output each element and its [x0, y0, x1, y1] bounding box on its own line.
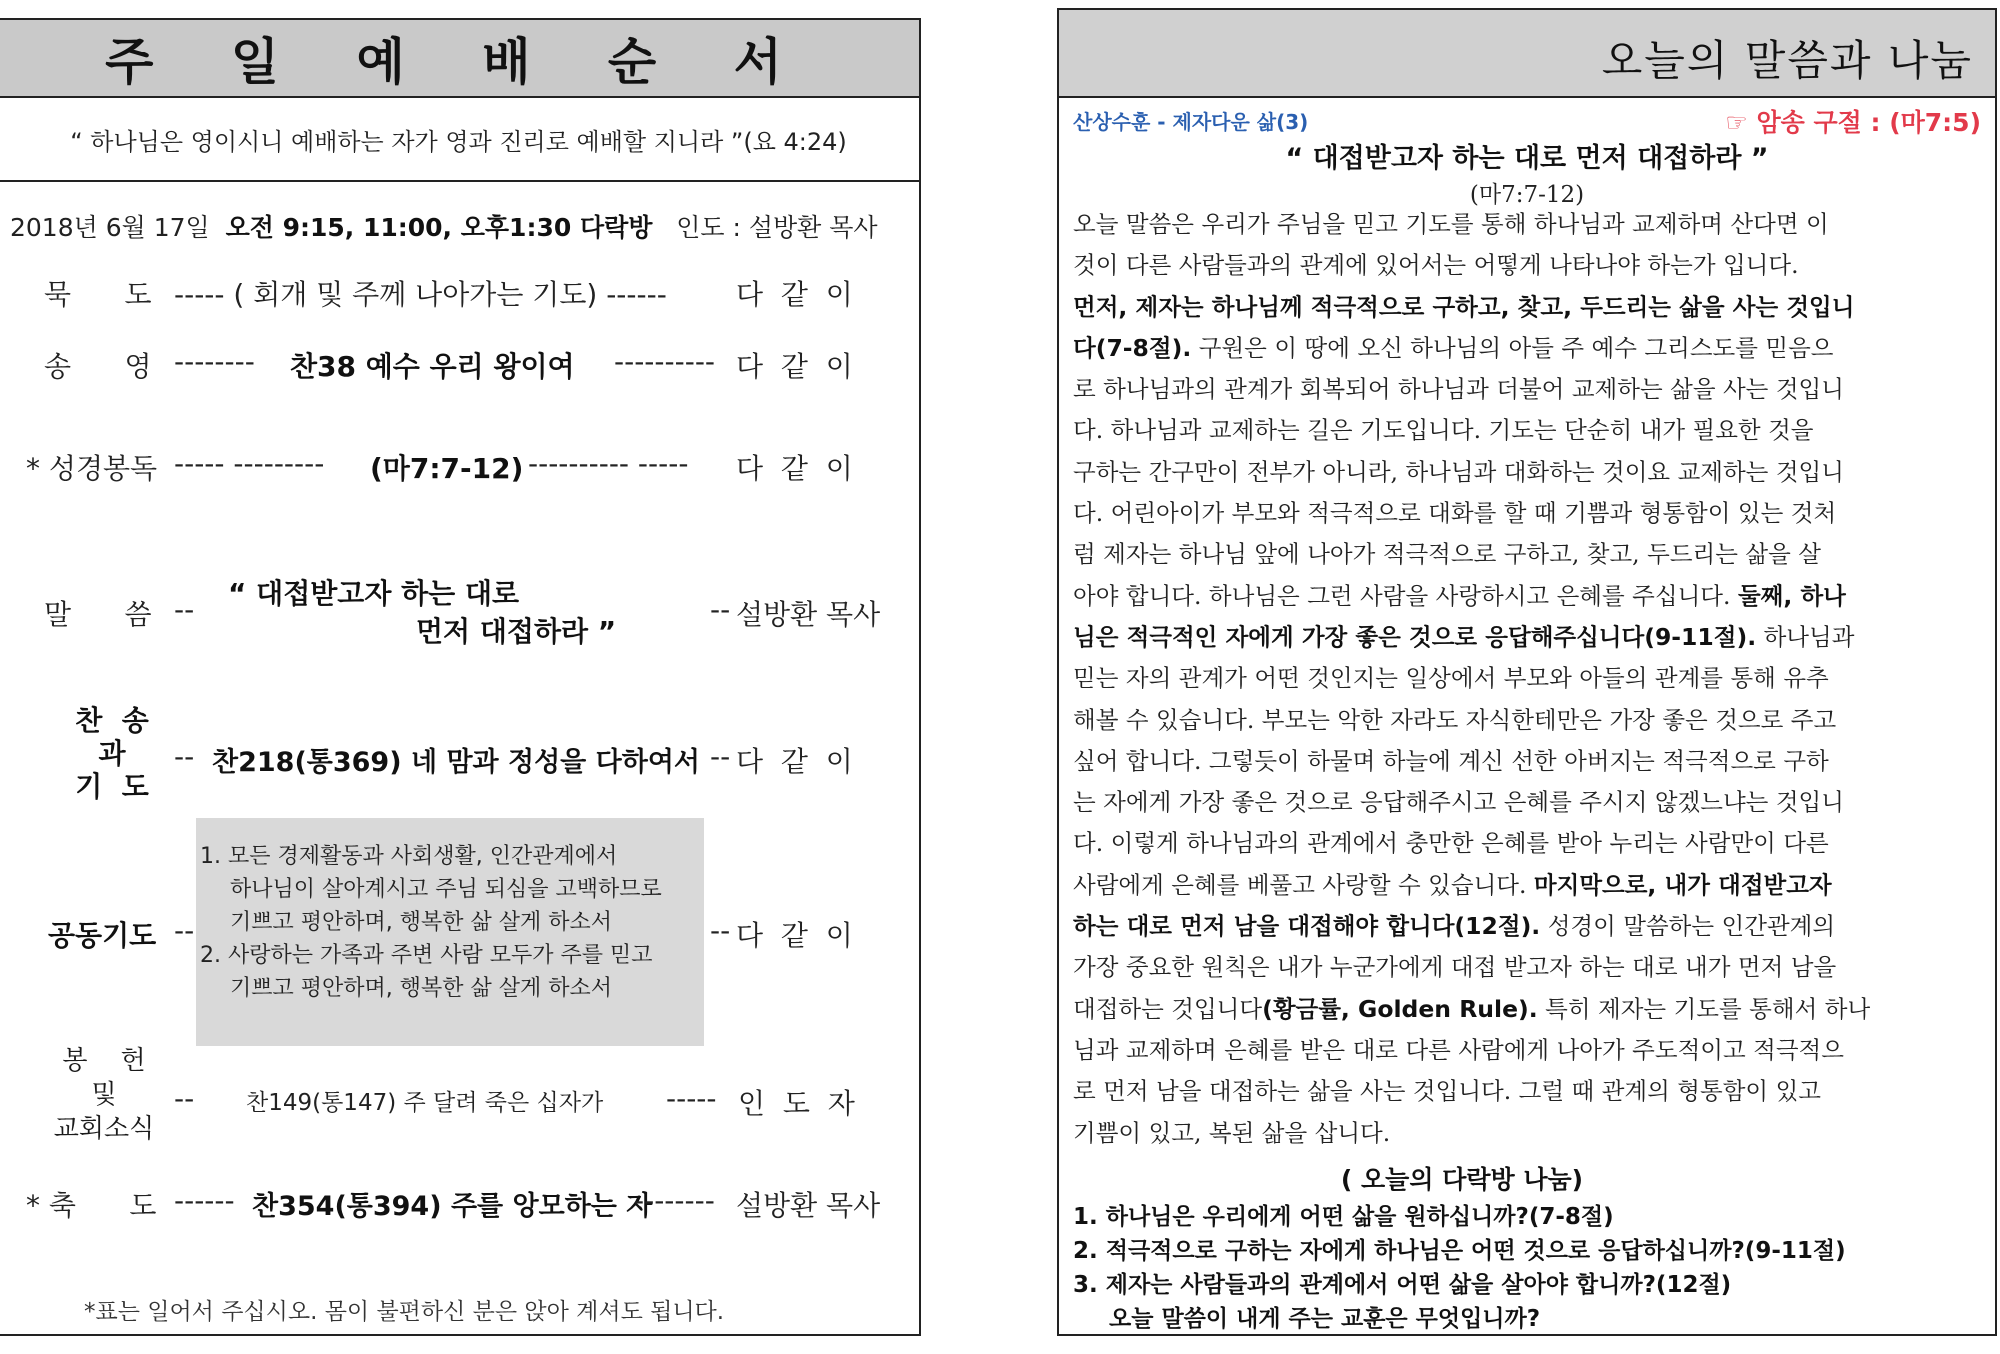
- item-dashes: --------: [634, 1184, 715, 1217]
- item-content: (마7:7-12): [370, 452, 524, 485]
- label-line: 봉 헌: [62, 1046, 146, 1076]
- sermon-body-line: [1073, 700, 1983, 741]
- item-dashes: --: [710, 914, 731, 947]
- sermon-body-line: [1073, 452, 1983, 493]
- worship-order-title: 주 일 예 배 순 서: [0, 20, 919, 98]
- order-item-offering-label: [44, 1044, 164, 1146]
- sermon-body-line: [1073, 1071, 1983, 1112]
- sermon-body-line: [1073, 204, 1983, 245]
- body-text: 다. 이렇게 하나님과의 관계에서 충만한 은혜를 받아 누리는 사람만이 다른: [1073, 829, 1829, 858]
- item-performer: 설방환 목사: [736, 1189, 881, 1222]
- body-text: 다. 하나님과 교제하는 길은 기도입니다. 기도는 단순히 내가 필요한 것을: [1073, 416, 1814, 445]
- emphasis-text: 님은 적극적인 자에게 가장 좋은 것으로 응답해주십니다(9-11절).: [1073, 622, 1757, 651]
- sermon-reference: (마7:7-12): [1469, 182, 1585, 208]
- sermon-body-line: [1073, 1113, 1983, 1154]
- question-item: 2. 적극적으로 구하는 자에게 하나님은 어떤 것으로 응답하십니까?(9-11절): [1073, 1238, 1846, 1264]
- order-item-benediction: * 축 도: [26, 1189, 157, 1222]
- sermon-sharing-page: [1057, 8, 1997, 1336]
- item-performer: 다 같 이: [736, 452, 853, 485]
- item-dashes: ----------: [614, 345, 716, 378]
- service-date: 2018년 6월 17일: [10, 213, 210, 242]
- emphasis-text: 먼저, 제자는 하나님께 적극적으로 구하고, 찾고, 두드리는 삶을 사는 것입니: [1073, 292, 1855, 321]
- body-text: 대접하는 것입니다: [1073, 994, 1263, 1023]
- sermon-body-line: [1073, 782, 1983, 823]
- item-dashes: ----- ( 회개 및 주께 나아가는 기도) ------: [174, 278, 667, 311]
- body-text: 믿는 자의 관계가 어떤 것인지는 일상에서 부모와 아들의 관계를 통해 유추: [1073, 664, 1829, 693]
- question-item: 1. 하나님은 우리에게 어떤 삶을 원하십니까?(7-8절): [1073, 1204, 1614, 1230]
- label-line: 및: [91, 1080, 117, 1110]
- sermon-body-line: [1073, 989, 1983, 1030]
- item-dashes: --: [710, 740, 731, 773]
- item-content: 찬38 예수 우리 왕이여: [290, 350, 575, 383]
- sermon-body-line: [1073, 328, 1983, 369]
- sermon-body-line: [1073, 245, 1983, 286]
- prayer-line: 2. 사랑하는 가족과 주변 사람 모두가 주를 믿고: [200, 943, 653, 968]
- sermon-sharing-title: 오늘의 말씀과 나눔: [1601, 36, 1973, 85]
- body-text: 싶어 합니다. 그렇듯이 하물며 하늘에 계신 선한 아버지는 적극적으로 구하: [1073, 746, 1829, 775]
- item-dashes: --: [174, 740, 195, 773]
- sermon-body-line: [1073, 947, 1983, 988]
- sharing-heading: ( 오늘의 다락방 나눔): [1340, 1165, 1584, 1194]
- sermon-sharing-header: [1059, 10, 1995, 98]
- sermon-body-line: [1073, 658, 1983, 699]
- order-item-silent-prayer: [44, 273, 152, 313]
- sermon-body-line: [1073, 823, 1983, 864]
- body-text: 사람에게 은혜를 베풀고 사랑할 수 있습니다.: [1073, 870, 1534, 899]
- sermon-title-line2: 먼저 대접하라 ”: [416, 615, 617, 648]
- body-text: 님과 교제하며 은혜를 받은 대로 다른 사람에게 나아가 주도적이고 적극적으: [1073, 1035, 1844, 1064]
- body-text: 럼 제자는 하나님 앞에 나아가 적극적으로 구하고, 찾고, 두드리는 삶을 살: [1073, 540, 1821, 569]
- body-text: 아야 합니다. 하나님은 그런 사람을 사랑하시고 은혜를 주십니다.: [1073, 581, 1738, 610]
- label-line: 기 도: [75, 770, 149, 803]
- sermon-body-line: [1073, 410, 1983, 451]
- sermon-body-line: [1073, 534, 1983, 575]
- body-text: 로 먼저 남을 대접하는 삶을 사는 것입니다. 그럴 때 관계의 형통함이 있고: [1073, 1077, 1821, 1106]
- item-performer: 설방환 목사: [736, 598, 881, 631]
- sermon-body-line: [1073, 576, 1983, 617]
- emphasis-text: (황금률, Golden Rule).: [1262, 994, 1538, 1023]
- prayer-line: 기쁘고 평안하며, 행복한 삶 살게 하소서: [230, 976, 612, 1001]
- worship-order-page: [0, 18, 921, 1336]
- item-performer: 다 같 이: [736, 745, 853, 778]
- sermon-body-line: [1073, 906, 1983, 947]
- item-dashes: --: [174, 914, 195, 947]
- service-leader: 인도 : 설방환 목사: [676, 213, 878, 242]
- order-item-sermon: 말 씀: [44, 598, 152, 631]
- emphasis-text: 하는 대로 먼저 남을 대접해야 합니다(12절).: [1073, 912, 1541, 941]
- body-text: 는 자에게 가장 좋은 것으로 응답해주시고 은혜를 주시지 않겠느냐는 것입니: [1073, 788, 1844, 817]
- sermon-body-line: [1073, 369, 1983, 410]
- body-text: 하나님과: [1756, 622, 1855, 651]
- item-performer: 다 같 이: [736, 350, 853, 383]
- emphasis-text: 마지막으로, 내가 대접받고자: [1533, 870, 1832, 899]
- body-text: 기쁨이 있고, 복된 삶을 삽니다.: [1073, 1118, 1391, 1147]
- series-label: 산상수훈 - 제자다운 삶(3): [1073, 110, 1309, 134]
- item-content: 찬149(통147) 주 달려 죽은 십자가: [246, 1090, 604, 1116]
- sharing-questions: [1073, 1200, 1983, 1336]
- order-item-scripture-reading: * 성경봉독: [26, 452, 158, 485]
- service-date-row: [10, 208, 878, 244]
- memory-verse: ☞ 암송 구절 : (마7:5): [1725, 108, 1981, 137]
- body-text: 로 하나님과의 관계가 회복되어 하나님과 더불어 교제하는 삶을 사는 것입니: [1073, 375, 1844, 404]
- service-times: 오전 9:15, 11:00, 오후1:30 다락방: [225, 213, 653, 242]
- emphasis-text: 다(7-8절).: [1073, 333, 1192, 362]
- body-text: 것이 다른 사람들과의 관계에 있어서는 어떻게 나타나야 하는가 입니다.: [1073, 251, 1799, 280]
- sermon-title: “ 대접받고자 하는 대로 먼저 대접하라 ”: [1285, 143, 1769, 174]
- item-dashes: --: [710, 593, 731, 626]
- sermon-body: [1073, 204, 1983, 1154]
- standing-footnote: *표는 일어서 주십시오. 몸이 불편하신 분은 앉아 계셔도 됩니다.: [84, 1299, 725, 1325]
- label-line: 교회소식: [53, 1114, 155, 1144]
- question-item: 오늘 말씀이 내게 주는 교훈은 무엇입니까?: [1109, 1306, 1541, 1332]
- question-item: 3. 제자는 사람들과의 관계에서 어떤 삶을 살아야 합니까?(12절): [1073, 1272, 1732, 1298]
- item-performer: 다 같 이: [736, 278, 853, 311]
- item-dashes: --: [174, 593, 195, 626]
- emphasis-text: 둘째, 하나: [1737, 581, 1846, 610]
- label-line: 찬 송: [75, 704, 149, 737]
- body-text: 구원은 이 땅에 오신 하나님의 아들 주 예수 그리스도를 믿음으: [1191, 333, 1834, 362]
- sermon-body-line: [1073, 865, 1983, 906]
- prayer-line: 1. 모든 경제활동과 사회생활, 인간관계에서: [200, 844, 618, 869]
- body-text: 해볼 수 있습니다. 부모는 악한 자라도 자식한테만은 가장 좋은 것으로 주고: [1073, 705, 1837, 734]
- sermon-title-line1: “ 대접받고자 하는 대로: [228, 577, 520, 610]
- sermon-body-line: [1073, 493, 1983, 534]
- order-item-hymn-prayer-label: [62, 704, 162, 803]
- item-label: 묵 도: [44, 278, 152, 311]
- sermon-body-line: [1073, 287, 1983, 328]
- item-content: 찬218(통369) 네 맘과 정성을 다하여서: [212, 747, 700, 778]
- item-dashes: --------: [174, 345, 255, 378]
- item-dashes: --: [174, 1082, 195, 1115]
- item-performer: 인 도 자: [738, 1087, 855, 1120]
- prayer-line: 하나님이 살아계시고 주님 되심을 고백하므로: [230, 877, 662, 902]
- item-dashes: -----: [666, 1082, 717, 1115]
- label-line: 과: [98, 737, 126, 770]
- body-text: 다. 어린아이가 부모와 적극적으로 대화를 할 때 기쁨과 형통함이 있는 것처: [1073, 499, 1837, 528]
- body-text: 구하는 간구만이 전부가 아니라, 하나님과 대화하는 것이요 교제하는 것입니: [1073, 457, 1844, 486]
- order-item-common-prayer: 공동기도: [48, 919, 157, 952]
- prayer-line: 기쁘고 평안하며, 행복한 삶 살게 하소서: [230, 910, 612, 935]
- item-dashes: ----- ---------: [174, 447, 325, 480]
- order-item-doxology: 송 영: [44, 350, 152, 383]
- item-dashes: ---------- -----: [528, 447, 689, 480]
- common-prayer-box: [196, 818, 704, 1046]
- item-dashes: ------: [174, 1184, 235, 1217]
- body-text: 성경이 말씀하는 인간관계의: [1540, 912, 1836, 941]
- sermon-body-line: [1073, 617, 1983, 658]
- body-text: 오늘 말씀은 우리가 주님을 믿고 기도를 통해 하나님과 교제하며 산다면 이: [1073, 210, 1829, 238]
- body-text: 가장 중요한 원칙은 내가 누군가에게 대접 받고자 하는 대로 내가 먼저 남을: [1073, 953, 1837, 982]
- sermon-body-line: [1073, 741, 1983, 782]
- theme-verse: “ 하나님은 영이시니 예배하는 자가 영과 진리로 예배할 지니라 ”(요 4:24): [0, 98, 919, 182]
- item-content: 찬354(통394) 주를 앙모하는 자: [252, 1191, 653, 1222]
- body-text: 특히 제자는 기도를 통해서 하나: [1537, 994, 1871, 1023]
- item-performer: 다 같 이: [736, 919, 853, 952]
- sermon-body-line: [1073, 1030, 1983, 1071]
